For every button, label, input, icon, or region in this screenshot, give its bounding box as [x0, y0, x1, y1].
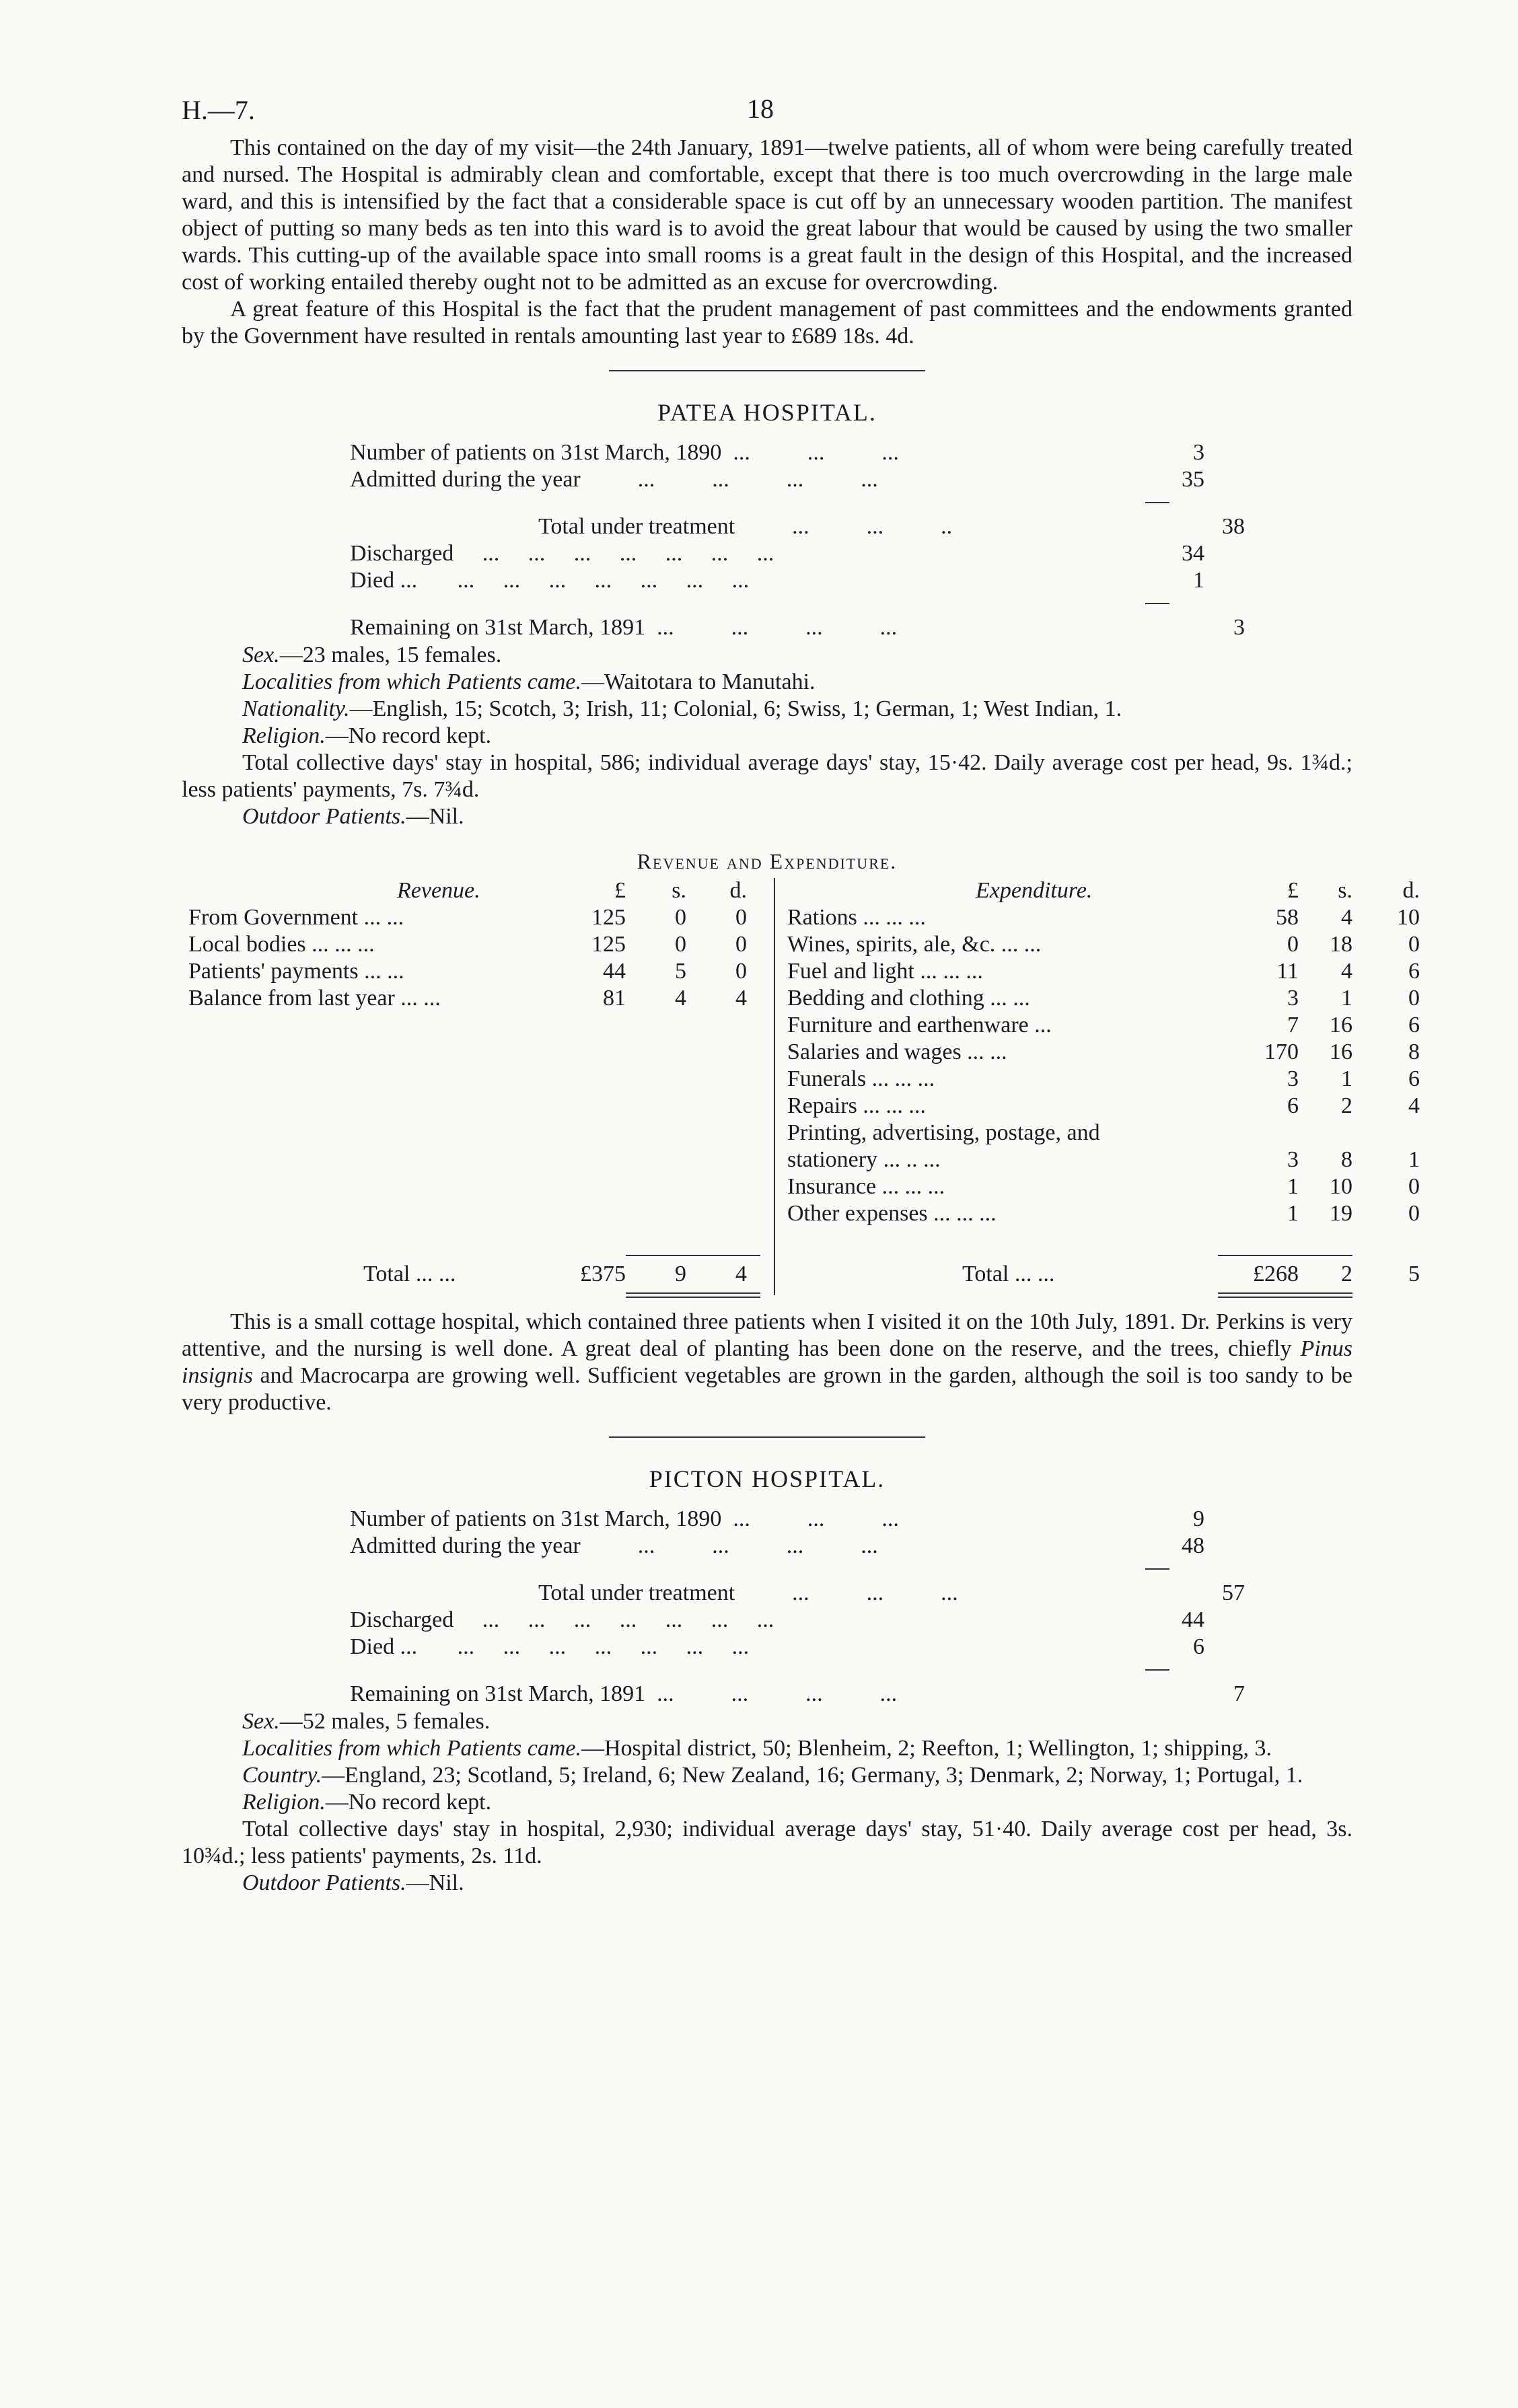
patea-stat-value: 38 — [1222, 514, 1245, 539]
picton-stat-value: 7 — [1233, 1681, 1245, 1706]
intro-paragraph-2: A great feature of this Hospital is the fact that the prudent management of past committees and the endowments granted by the Government have resulted in rentals amounting last year to £689 18s. 4d. — [182, 297, 1352, 349]
expenditure-item-pence: 0 — [1408, 1174, 1420, 1199]
info-text: —52 males, 5 females. — [279, 1709, 491, 1734]
info-label: Sex. — [242, 1709, 280, 1734]
expenditure-double-rule — [1218, 1297, 1352, 1298]
expenditure-item-shillings: 4 — [1341, 905, 1352, 930]
expenditure-item-pounds: 1 — [1287, 1174, 1299, 1199]
expenditure-item-pence: 1 — [1408, 1147, 1420, 1172]
expenditure-item-shillings: 16 — [1330, 1013, 1352, 1037]
info-label: Country. — [242, 1763, 322, 1788]
revenue-total-pence: 4 — [735, 1262, 747, 1286]
expenditure-item-pounds: 3 — [1287, 1147, 1299, 1172]
expenditure-item-label: Printing, advertising, postage, and — [787, 1120, 1100, 1145]
expenditure-item-label: Funerals ... ... ... — [787, 1066, 935, 1091]
expenditure-item-pence: 8 — [1408, 1039, 1420, 1064]
sum-rule — [1145, 1669, 1169, 1671]
info-text: —Hospital district, 50; Blenheim, 2; Reefton, 1; Wellington, 1; shipping, 3. — [581, 1736, 1272, 1761]
revenue-item-pounds: 81 — [603, 986, 626, 1011]
picton-stat-label: Admitted during the year ... ... ... ... — [350, 1533, 878, 1558]
patea-stat-label: Died ... ... ... ... ... ... ... ... — [350, 568, 750, 593]
expenditure-item-label: Insurance ... ... ... — [787, 1174, 945, 1199]
expenditure-item-shillings: 10 — [1330, 1174, 1352, 1199]
expenditure-item-shillings: 1 — [1341, 986, 1352, 1011]
expenditure-item-pence: 4 — [1408, 1093, 1420, 1118]
patea-outdoor — [182, 803, 1352, 830]
expenditure-col-head-shillings: s. — [1338, 878, 1352, 903]
revenue-item-shillings: 4 — [675, 986, 686, 1011]
expenditure-item-pounds: 1 — [1287, 1201, 1299, 1226]
expenditure-item-shillings: 16 — [1330, 1039, 1352, 1064]
info-text: —Nil. — [406, 1870, 464, 1895]
expenditure-total-pence: 5 — [1408, 1262, 1420, 1286]
revenue-col-head-pounds: £ — [614, 878, 626, 903]
expenditure-item-pounds: 6 — [1287, 1093, 1299, 1118]
patea-stat-value: 3 — [1233, 615, 1245, 640]
expenditure-item-pounds: 58 — [1276, 905, 1299, 930]
info-label: Religion. — [242, 1790, 326, 1815]
picton-stat-value: 9 — [1193, 1506, 1204, 1531]
expenditure-item-label: Salaries and wages ... ... — [787, 1039, 1007, 1064]
expenditure-item-label: Wines, spirits, ale, &c. ... ... — [787, 932, 1042, 957]
info-text: —English, 15; Scotch, 3; Irish, 11; Colonial, 6; Swiss, 1; German, 1; West Indian, 1. — [349, 696, 1122, 721]
picton-stat-label: Number of patients on 31st March, 1890 ... ... ... — [350, 1506, 899, 1531]
picton-outdoor — [182, 1870, 1352, 1897]
expenditure-total-label: Total ... ... — [962, 1262, 1055, 1286]
patea-stats — [182, 440, 1352, 642]
patea-stat-value: 34 — [1182, 541, 1204, 566]
picton-stat-label: Total under treatment ... ... ... — [538, 1580, 958, 1605]
revenue-col-head-shillings: s. — [672, 878, 686, 903]
revenue-heading: Revenue. — [397, 878, 480, 903]
revenue-item-pounds: 125 — [591, 932, 626, 957]
expenditure-total-rule — [1218, 1255, 1352, 1256]
expenditure-double-rule — [1218, 1292, 1352, 1294]
revenue-item-label: Local bodies ... ... ... — [188, 932, 375, 957]
expenditure-item-shillings: 4 — [1341, 959, 1352, 984]
picton-stat-value: 6 — [1193, 1634, 1204, 1659]
expenditure-item-label: Furniture and earthenware ... — [787, 1013, 1052, 1037]
picton-stats — [182, 1506, 1352, 1708]
info-label: Outdoor Patients. — [242, 804, 406, 829]
revenue-expenditure-title: Revenue and Expenditure. — [637, 849, 898, 873]
expenditure-item-pounds: 7 — [1287, 1013, 1299, 1037]
patea-stat-label: Remaining on 31st March, 1891 ... ... ... ... — [350, 615, 898, 640]
info-label: Localities from which Patients came. — [242, 669, 581, 694]
picton-religion — [182, 1789, 1352, 1816]
revenue-item-label: From Government ... ... — [188, 905, 404, 930]
picton-title: PICTON HOSPITAL. — [649, 1465, 886, 1492]
section-divider — [609, 1436, 925, 1438]
picton-stat-label: Remaining on 31st March, 1891 ... ... ... ... — [350, 1681, 898, 1706]
patea-closing-paragraph: This is a small cottage hospital, which contained three patients when I visited it on the 10th July, 1891. Dr. Perkins is very attentive, and the nursing is well done. A great deal of planting has been done on the reserve, and the trees, chiefly Pinus insignis and Macrocarpa are growing well. Sufficient vegetables are grown in the garden, although the soil is too sandy to be very productive. — [182, 1309, 1352, 1415]
picton-localities — [182, 1735, 1352, 1762]
document-page — [182, 87, 1420, 1897]
expenditure-item-pounds: 11 — [1276, 959, 1299, 984]
expenditure-item-pence: 0 — [1408, 1201, 1420, 1226]
patea-title: PATEA HOSPITAL. — [657, 399, 877, 426]
revenue-double-rule — [626, 1297, 760, 1298]
expenditure-item-label: Repairs ... ... ... — [787, 1093, 926, 1118]
info-text: —Waitotara to Manutahi. — [581, 669, 816, 694]
revenue-item-label: Balance from last year ... ... — [188, 986, 441, 1011]
info-text: —No record kept. — [325, 723, 492, 748]
expenditure-item-shillings: 8 — [1341, 1147, 1352, 1172]
expenditure-item-shillings: 1 — [1341, 1066, 1352, 1091]
patea-stat-label: Discharged ... ... ... ... ... ... ... — [350, 541, 774, 566]
expenditure-item-shillings: 2 — [1341, 1093, 1352, 1118]
info-text: —Nil. — [406, 804, 464, 829]
expenditure-col-head-pence: d. — [1402, 878, 1420, 903]
info-label: Localities from which Patients came. — [242, 1736, 581, 1761]
expenditure-item-pence: 10 — [1397, 905, 1420, 930]
species-name: Pinus insignis — [182, 1336, 1352, 1388]
picton-stat-value: 48 — [1182, 1533, 1204, 1558]
patea-stat-label: Admitted during the year ... ... ... ... — [350, 467, 878, 492]
patea-days: Total collective days' stay in hospital, 586; individual average days' stay, 15·42. Daily average cost per head, 9s. 1¾d.; less patients' payments, 7s. 7¾d. — [182, 750, 1352, 802]
expenditure-total-shillings: 2 — [1341, 1262, 1352, 1286]
expenditure-item-shillings: 18 — [1330, 932, 1352, 957]
expenditure-item-pence: 6 — [1408, 959, 1420, 984]
revenue-total-shillings: 9 — [675, 1262, 686, 1286]
patea-stat-label: Total under treatment ... ... .. — [538, 514, 953, 539]
info-label: Nationality. — [242, 696, 350, 721]
patea-stat-value: 1 — [1193, 568, 1204, 593]
sum-rule — [1145, 1568, 1169, 1570]
patea-stat-value: 3 — [1193, 440, 1204, 465]
patea-stat-value: 35 — [1182, 467, 1204, 492]
sum-rule — [1145, 502, 1169, 503]
patea-sex — [182, 642, 1352, 669]
expenditure-item-pence: 0 — [1408, 932, 1420, 957]
section-divider — [609, 370, 925, 371]
expenditure-item-label: Fuel and light ... ... ... — [787, 959, 983, 984]
expenditure-item-pence: 6 — [1408, 1066, 1420, 1091]
revenue-item-pounds: 125 — [591, 905, 626, 930]
picton-stat-value: 44 — [1182, 1607, 1204, 1632]
page-number: 18 — [747, 94, 774, 124]
intro-paragraph-1: This contained on the day of my visit—the 24th January, 1891—twelve patients, all of whom were being carefully treated and nursed. The Hospital is admirably clean and comfortable, except that there is too much overcrowding in the large male ward, and this is intensified by the fact that a considerable space is cut off by an unnecessary wooden partition. The manifest object of putting so many beds as ten into this ward is to avoid the great labour that would be caused by using the two smaller wards. This cutting-up of the available space into small rooms is a great fault in the design of this Hospital, and the increased cost of working entailed thereby ought not to be admitted as an excuse for overcrowding. — [182, 135, 1352, 295]
expenditure-item-pence: 6 — [1408, 1013, 1420, 1037]
revenue-double-rule — [626, 1292, 760, 1294]
picton-days: Total collective days' stay in hospital, 2,930; individual average days' stay, 51·40. Daily average cost per head, 3s. 10¾d.; less patients' payments, 2s. 11d. — [182, 1817, 1352, 1868]
expenditure-item-label: stationery ... .. ... — [787, 1147, 941, 1172]
expenditure-heading: Expenditure. — [976, 878, 1093, 903]
expenditure-item-pounds: 3 — [1287, 986, 1299, 1011]
document-reference: H.—7. — [182, 95, 255, 125]
revenue-item-pence: 0 — [735, 932, 747, 957]
revenue-item-shillings: 5 — [675, 959, 686, 984]
picton-stat-value: 57 — [1222, 1580, 1245, 1605]
revenue-total-pounds: £375 — [580, 1262, 626, 1286]
info-text: —No record kept. — [325, 1790, 492, 1815]
expenditure-item-label: Bedding and clothing ... ... — [787, 986, 1030, 1011]
revenue-item-pence: 0 — [735, 959, 747, 984]
expenditure-item-pence: 0 — [1408, 986, 1420, 1011]
patea-nationality — [182, 696, 1352, 723]
info-label: Sex. — [242, 643, 280, 667]
revenue-expenditure-table — [182, 878, 1420, 1309]
revenue-item-label: Patients' payments ... ... — [188, 959, 404, 984]
info-text: —England, 23; Scotland, 5; Ireland, 6; New Zealand, 16; Germany, 3; Denmark, 2; Norway, 1; Portugal, 1. — [322, 1763, 1303, 1788]
expenditure-item-label: Other expenses ... ... ... — [787, 1201, 997, 1226]
picton-sex — [182, 1708, 1352, 1735]
revenue-total-label: Total ... ... — [363, 1262, 456, 1286]
expenditure-col-head-pounds: £ — [1287, 878, 1299, 903]
patea-religion — [182, 723, 1352, 750]
page-header — [182, 87, 1352, 135]
revenue-item-shillings: 0 — [675, 932, 686, 957]
expenditure-item-shillings: 19 — [1330, 1201, 1352, 1226]
info-label: Religion. — [242, 723, 326, 748]
revenue-col-head-pence: d. — [729, 878, 747, 903]
expenditure-item-pounds: 3 — [1287, 1066, 1299, 1091]
info-text: —23 males, 15 females. — [279, 643, 502, 667]
expenditure-item-label: Rations ... ... ... — [787, 905, 926, 930]
revenue-item-pence: 0 — [735, 905, 747, 930]
revenue-total-rule — [626, 1255, 760, 1256]
sum-rule — [1145, 603, 1169, 604]
info-label: Outdoor Patients. — [242, 1870, 406, 1895]
picton-country — [182, 1762, 1352, 1789]
patea-localities — [182, 669, 1352, 696]
expenditure-item-pounds: 0 — [1287, 932, 1299, 957]
expenditure-item-pounds: 170 — [1264, 1039, 1299, 1064]
revenue-item-pence: 4 — [735, 986, 747, 1011]
picton-stat-label: Died ... ... ... ... ... ... ... ... — [350, 1634, 750, 1659]
revenue-item-shillings: 0 — [675, 905, 686, 930]
patea-stat-label: Number of patients on 31st March, 1890 ... ... ... — [350, 440, 899, 465]
ledger-divider — [774, 878, 775, 1295]
expenditure-total-pounds: £268 — [1253, 1262, 1299, 1286]
picton-stat-label: Discharged ... ... ... ... ... ... ... — [350, 1607, 774, 1632]
revenue-item-pounds: 44 — [603, 959, 626, 984]
